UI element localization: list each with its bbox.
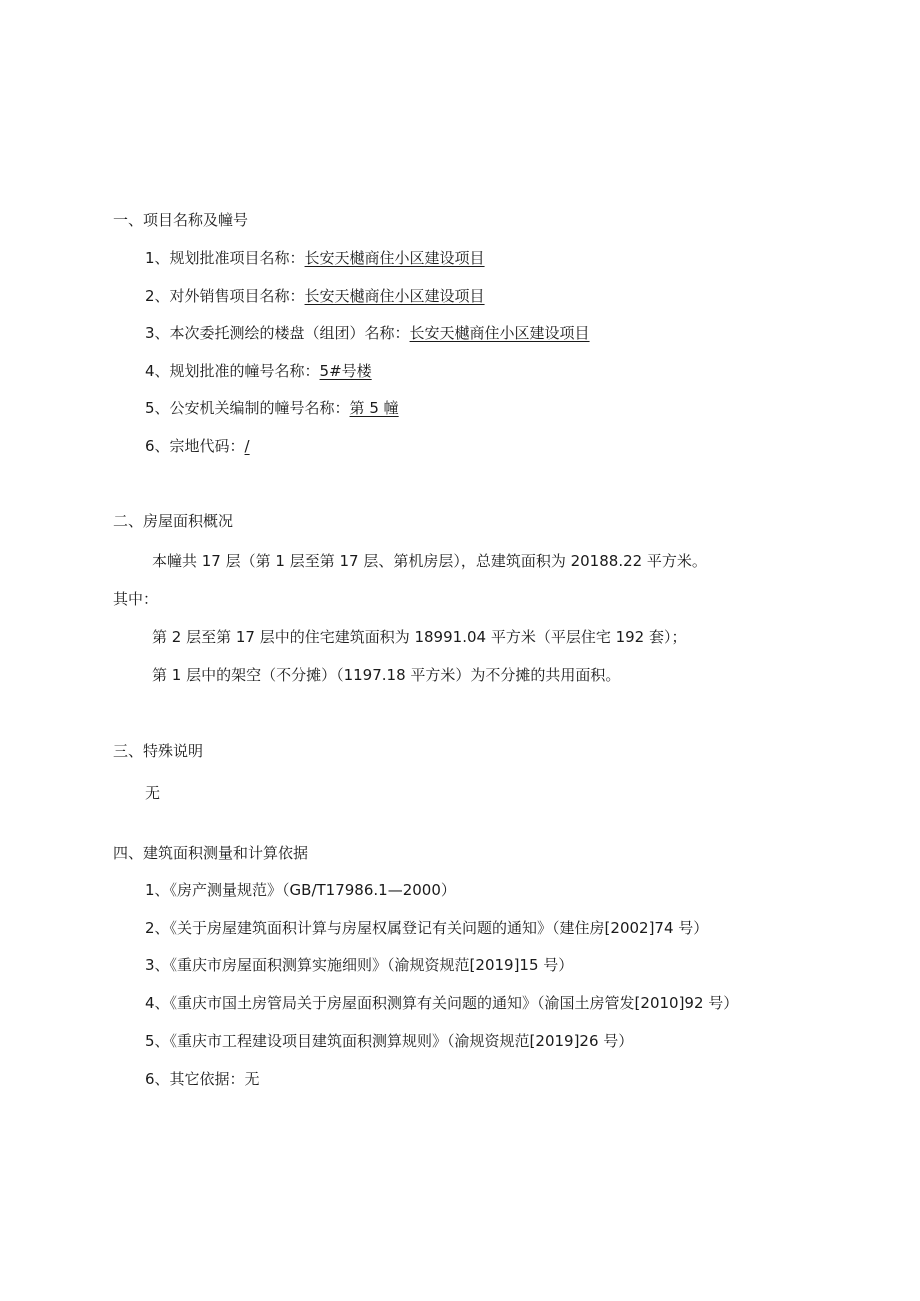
row-value: 长安天樾商住小区建设项目: [304, 249, 485, 267]
shared-area-detail: 第 1 层中的架空（不分摊）（1197.18 平方米）为不分摊的共用面积。: [152, 666, 621, 684]
basis-item: 1、《房产测量规范》（GB/T17986.1—2000）: [145, 881, 456, 899]
row-value: 5#号楼: [319, 362, 372, 380]
section2-title: 二、房屋面积概况: [113, 512, 234, 530]
row-label: 3、本次委托测绘的楼盘（组团）名称：: [145, 324, 410, 342]
surveyed-property-name-row: [145, 323, 590, 343]
row-label: 2、对外销售项目名称：: [145, 287, 305, 305]
basis-item: 2、《关于房屋建筑面积计算与房屋权属登记有关问题的通知》（建住房[2002]74 号）: [145, 919, 709, 937]
row-label: 1、规划批准项目名称：: [145, 249, 305, 267]
area-summary: 本幢共 17 层（第 1 层至第 17 层、第机房层），总建筑面积为 20188.22 平方米。: [152, 552, 707, 570]
row-value: 长安天樾商住小区建设项目: [304, 287, 485, 305]
row-value: /: [244, 437, 250, 455]
parcel-code-row: [145, 436, 250, 456]
basis-item: 4、《重庆市国土房管局关于房屋面积测算有关问题的通知》（渝国土房管发[2010]92 号）: [145, 994, 739, 1012]
row-value: 长安天樾商住小区建设项目: [409, 324, 590, 342]
special-notes-content: 无: [145, 784, 161, 802]
row-label: 6、宗地代码：: [145, 437, 245, 455]
row-value: 第 5 幢: [349, 399, 399, 417]
residential-area-detail: 第 2 层至第 17 层中的住宅建筑面积为 18991.04 平方米（平层住宅 192 套）；: [152, 628, 687, 646]
project-sales-name-row: [145, 286, 485, 306]
row-label: 4、规划批准的幢号名称：: [145, 362, 320, 380]
basis-item: 3、《重庆市房屋面积测算实施细则》（渝规资规范[2019]15 号）: [145, 956, 574, 974]
section3-title: 三、特殊说明: [113, 742, 204, 760]
basis-item: 6、其它依据：无: [145, 1070, 260, 1088]
among-label: 其中：: [113, 590, 159, 608]
row-label: 5、公安机关编制的幢号名称：: [145, 399, 350, 417]
basis-item: 5、《重庆市工程建设项目建筑面积测算规则》（渝规资规范[2019]26 号）: [145, 1032, 634, 1050]
section4-title: 四、建筑面积测量和计算依据: [113, 844, 309, 862]
planned-building-number-row: [145, 361, 372, 381]
project-planned-name-row: [145, 248, 485, 268]
police-building-number-row: [145, 398, 399, 418]
section1-title: 一、项目名称及幢号: [113, 211, 249, 229]
